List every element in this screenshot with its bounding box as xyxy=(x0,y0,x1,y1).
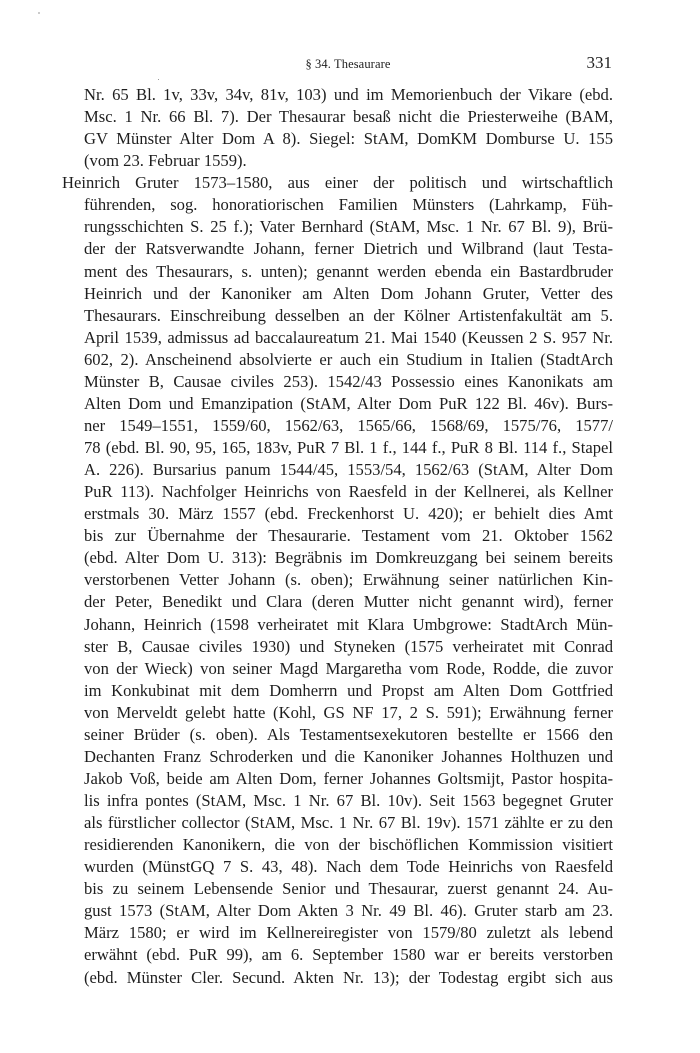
text-line: als fürstlicher collector (StAM, Msc. 1 Nr. 67 Bl. 19v). 1571 zählte er zu den xyxy=(84,813,613,833)
text-line: Nr. 65 Bl. 1v, 33v, 34v, 81v, 103) und im Memorienbuch der Vikare (ebd. xyxy=(84,85,613,104)
text-line: April 1539, admissus ad baccalaureatum 21. Mai 1540 (Keussen 2 S. 957 Nr. xyxy=(84,327,613,347)
text-line: bis zur Übernahme der Thesaurarie. Testament vom 21. Oktober 1562 xyxy=(84,526,613,546)
text-line: Thesaurars. Einschreibung desselben an der Kölner Artistenfakultät am 5. xyxy=(84,305,613,325)
text-line: 602, 2). Anscheinend absolvierte er auch ein Studium in Italien (StadtArch xyxy=(84,349,613,369)
page-number: 331 xyxy=(586,53,612,72)
text-line: erwähnt (ebd. PuR 99), am 6. September 1580 war er bereits verstorben xyxy=(84,945,613,965)
text-line: GV Münster Alter Dom A 8). Siegel: StAM, DomKM Domburse U. 155 xyxy=(84,129,613,149)
text-line: im Konkubinat mit dem Domherrn und Propst am Alten Dom Gottfried xyxy=(84,680,613,700)
text-line: residierenden Kanonikern, die von der bischöflichen Kommission visitiert xyxy=(84,835,613,855)
text-line: Dechanten Franz Schroderken und die Kanoniker Johannes Holthuzen und xyxy=(84,746,613,766)
text-line: Heinrich Gruter 1573–1580, aus einer der politisch und wirtschaftlich xyxy=(62,173,613,193)
text-line: erstmals 30. März 1557 (ebd. Freckenhorst U. 420); er behielt dies Amt xyxy=(84,504,613,524)
text-line: gust 1573 (StAM, Alter Dom Akten 3 Nr. 49 Bl. 46). Gruter starb am 23. xyxy=(84,901,613,921)
text-line: wurden (MünstGQ 7 S. 43, 48). Nach dem Tode Heinrichs von Raesfeld xyxy=(84,857,613,877)
text-line: (vom 23. Februar 1559). xyxy=(84,151,247,171)
text-line: führenden, sog. honoratiorischen Familien Münsters (Lahrkamp, Füh- xyxy=(84,195,613,215)
running-head: § 34. Thesaurare xyxy=(305,57,391,71)
text-line: Jakob Voß, beide am Alten Dom, ferner Johannes Goltsmijt, Pastor hospita- xyxy=(84,768,613,788)
text-line: 78 (ebd. Bl. 90, 95, 165, 183v, PuR 7 Bl. 1 f., 144 f., PuR 8 Bl. 114 f., Stapel xyxy=(84,438,613,457)
text-line: von Merveldt gelebt hatte (Kohl, GS NF 17, 2 S. 591); Erwähnung ferner xyxy=(84,702,613,722)
text-line: der der Ratsverwandte Johann, ferner Dietrich und Wilbrand (laut Testa- xyxy=(84,239,613,259)
scan-speck xyxy=(38,12,40,14)
text-line: ster B, Causae civiles 1930) und Styneken (1575 verheiratet mit Conrad xyxy=(84,636,613,656)
text-line: (ebd. Münster Cler. Secund. Akten Nr. 13); der Todestag ergibt sich aus xyxy=(84,967,613,987)
page-header xyxy=(84,52,612,76)
text-line: von der Wieck) von seiner Magd Margaretha vom Rode, Rodde, die zuvor xyxy=(84,658,613,678)
text-line: ner 1549–1551, 1559/60, 1562/63, 1565/66, 1568/69, 1575/76, 1577/ xyxy=(84,415,613,435)
text-line: ment des Thesaurars, s. unten); genannt werden ebenda ein Bastardbruder xyxy=(84,261,613,281)
text-line: (ebd. Alter Dom U. 313): Begräbnis im Domkreuzgang bei seinem bereits xyxy=(84,548,613,568)
text-line: A. 226). Bursarius panum 1544/45, 1553/54, 1562/63 (StAM, Alter Dom xyxy=(84,460,613,480)
text-line: bis zu seinem Lebensende Senior und Thesaurar, zuerst genannt 24. Au- xyxy=(84,879,613,899)
text-line: PuR 113). Nachfolger Heinrichs von Raesfeld in der Kellnerei, als Kellner xyxy=(84,482,613,502)
text-line: Münster B, Causae civiles 253). 1542/43 Possessio eines Kanonikats am xyxy=(84,371,613,391)
text-line: rungsschichten S. 25 f.); Vater Bernhard (StAM, Msc. 1 Nr. 67 Bl. 9), Brü- xyxy=(84,217,613,237)
text-line: Msc. 1 Nr. 66 Bl. 7). Der Thesaurar besaß nicht die Priesterweihe (BAM, xyxy=(84,107,613,127)
text-line: der Peter, Benedikt und Clara (deren Mutter nicht genannt wird), ferner xyxy=(84,592,613,612)
text-line: Heinrich und der Kanoniker am Alten Dom Johann Gruter, Vetter des xyxy=(84,283,613,303)
text-line: März 1580; er wird im Kellnereiregister von 1579/80 zuletzt als lebend xyxy=(84,923,613,943)
text-line: Johann, Heinrich (1598 verheiratet mit Klara Umbgrowe: StadtArch Mün- xyxy=(84,614,613,634)
text-line: Alten Dom und Emanzipation (StAM, Alter Dom PuR 122 Bl. 46v). Burs- xyxy=(84,393,613,413)
body-text xyxy=(62,84,613,989)
scan-speck xyxy=(158,79,159,80)
text-line: lis infra pontes (StAM, Msc. 1 Nr. 67 Bl. 10v). Seit 1563 begegnet Gruter xyxy=(84,791,613,810)
text-line: verstorbenen Vetter Johann (s. oben); Erwähnung seiner natürlichen Kin- xyxy=(84,570,613,590)
text-line: seiner Brüder (s. oben). Als Testamentsexekutoren bestellte er 1566 den xyxy=(84,724,613,744)
